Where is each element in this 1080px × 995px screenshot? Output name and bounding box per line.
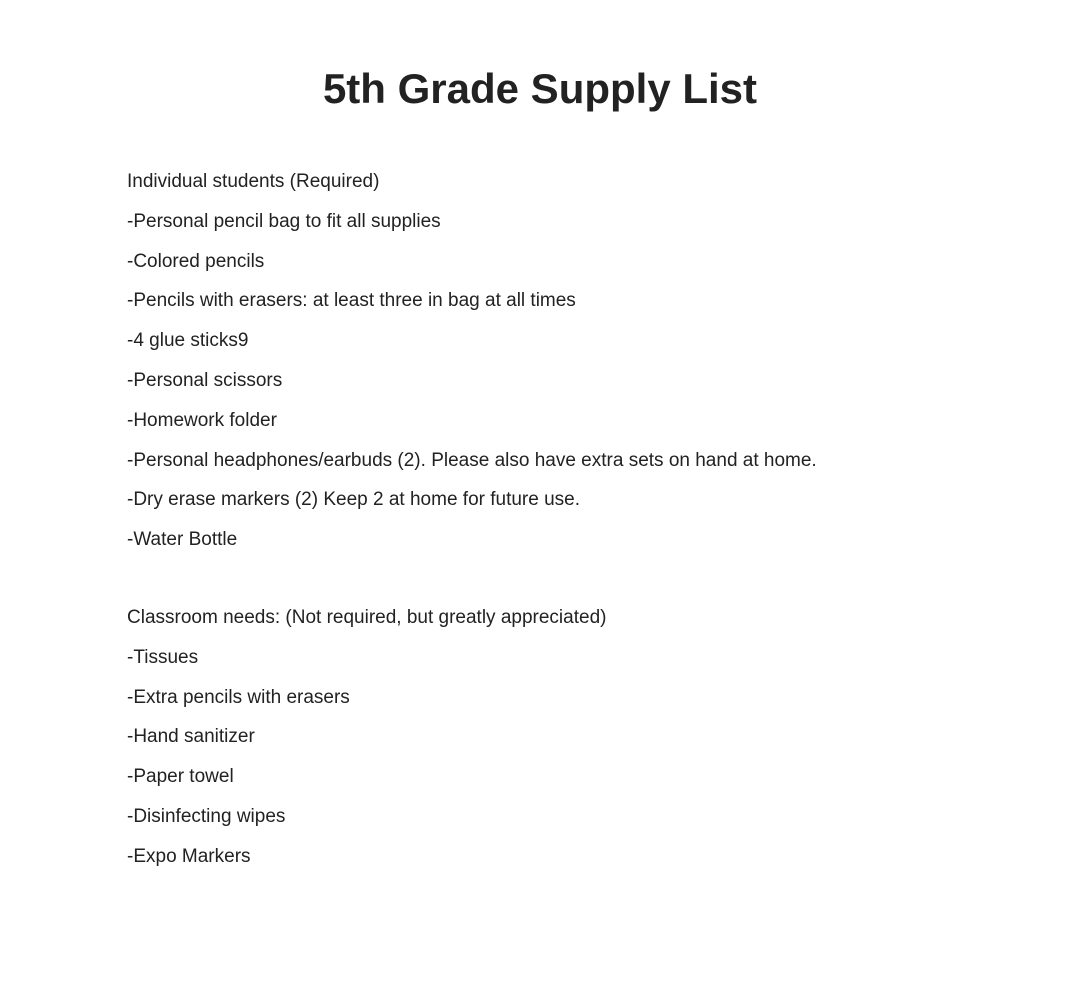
list-item: -Water Bottle: [127, 529, 238, 551]
list-item: -Paper towel: [127, 766, 234, 788]
section-individual-students: [127, 170, 1027, 568]
list-item: -Dry erase markers (2) Keep 2 at home for future use.: [127, 489, 581, 511]
section-heading: Individual students (Required): [127, 171, 380, 192]
list-item: -Personal pencil bag to fit all supplies: [127, 210, 441, 232]
page-title: 5th Grade Supply List: [322, 65, 758, 112]
list-item: -Expo Markers: [127, 845, 251, 867]
list-item: -Disinfecting wipes: [127, 805, 286, 827]
list-item: -Personal headphones/earbuds (2). Please also have extra sets on hand at home.: [127, 449, 817, 471]
list-item: -Personal scissors: [127, 369, 283, 391]
supply-list: [127, 210, 1027, 552]
section-heading: Classroom needs: (Not required, but greatly appreciated): [127, 607, 607, 628]
supply-list: [127, 646, 1027, 869]
list-item: -Homework folder: [127, 409, 277, 431]
section-classroom-needs: [127, 606, 1027, 885]
list-item: -Colored pencils: [127, 250, 265, 272]
list-item: -Hand sanitizer: [127, 726, 255, 748]
list-item: -Pencils with erasers: at least three in bag at all times: [127, 290, 576, 312]
list-item: -Extra pencils with erasers: [127, 686, 350, 708]
list-item: -Tissues: [127, 646, 199, 668]
list-item: -4 glue sticks9: [127, 330, 249, 352]
